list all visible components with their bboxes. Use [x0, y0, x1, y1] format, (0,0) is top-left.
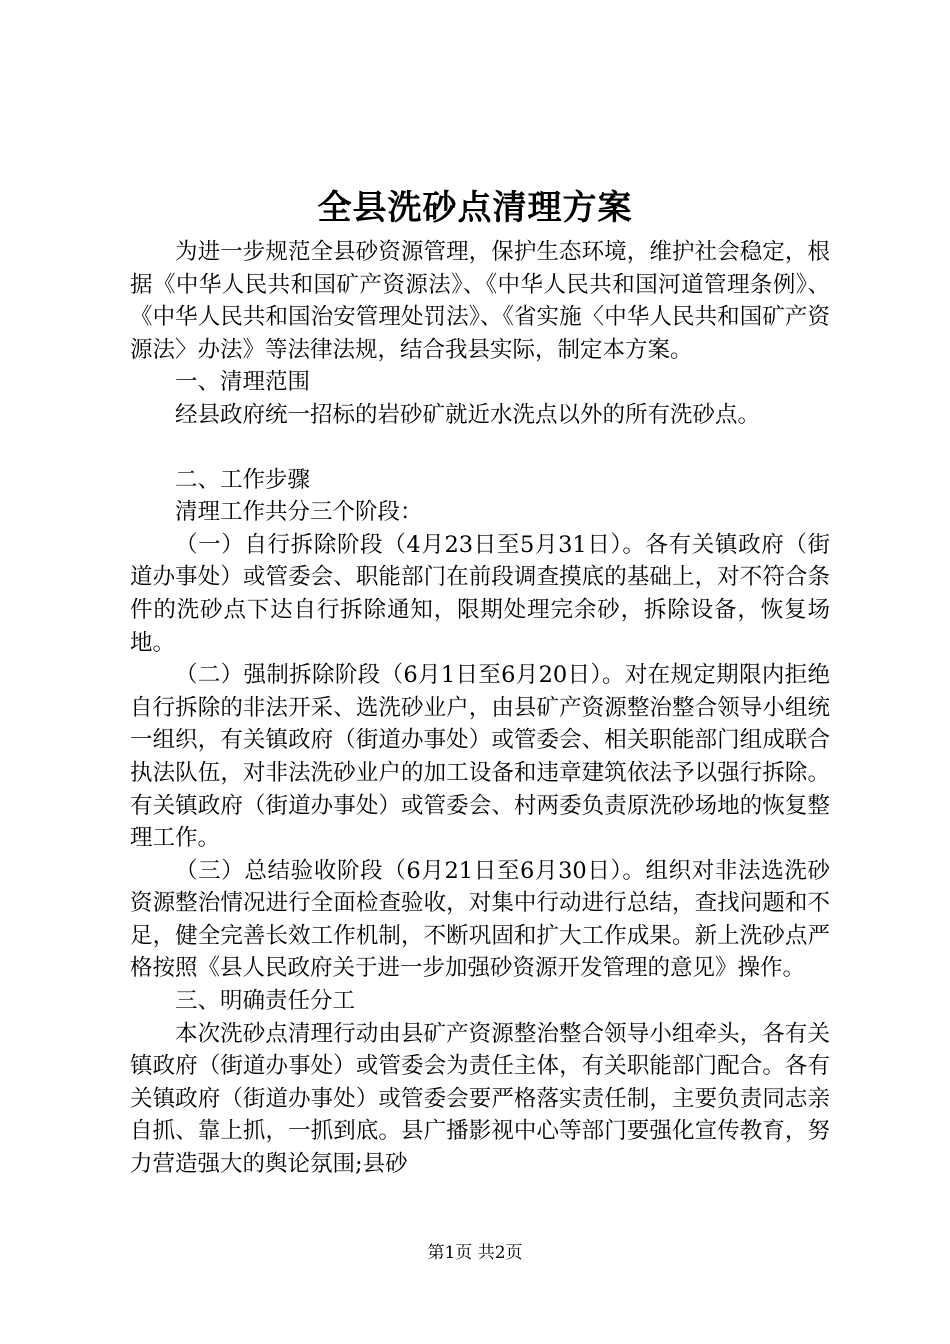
intro-paragraph: 为进一步规范全县砂资源管理，保护生态环境，维护社会稳定，根据《中华人民共和国矿产资源法》、《中华人民共和国河道管理条例》、《中华人民共和国治安管理处罚法》、《省实施〈中华人民共和国矿产资源法〉办法》等法律法规，结合我县实际，制定本方案。	[130, 239, 830, 363]
stage-two-paragraph: （二）强制拆除阶段（6月1日至6月20日）。对在规定期限内拒绝自行拆除的非法开采、选洗砂业户，由县矿产资源整治整合领导小组统一组织，有关镇政府（街道办事处）或管委会、相关职能部门组成联合执法队伍，对非法洗砂业户的加工设备和违章建筑依法予以强行拆除。有关镇政府（街道办事处）或管委会、村两委负责原洗砂场地的恢复整理工作。	[130, 662, 830, 852]
stage-three-paragraph: （三）总结验收阶段（6月21日至6月30日）。组织对非法选洗砂资源整治情况进行全面检查验收，对集中行动进行总结，查找问题和不足，健全完善长效工作机制，不断巩固和扩大工作成果。新上洗砂点严格按照《县人民政府关于进一步加强砂资源开发管理的意见》操作。	[130, 857, 830, 982]
section-heading-scope: 一、清理范围	[175, 369, 311, 396]
section-heading-steps: 二、工作步骤	[175, 466, 311, 493]
scope-paragraph: 经县政府统一招标的岩砂矿就近水洗点以外的所有洗砂点。	[175, 401, 761, 428]
section-heading-responsibility: 三、明确责任分工	[175, 988, 356, 1015]
responsibility-paragraph: 本次洗砂点清理行动由县矿产资源整治整合领导小组牵头，各有关镇政府（街道办事处）或管委会为责任主体，有关职能部门配合。各有关镇政府（街道办事处）或管委会要严格落实责任制，主要负责同志亲自抓、靠上抓，一抓到底。县广播影视中心等部门要强化宣传教育，努力营造强大的舆论氛围;县砂	[130, 1020, 830, 1178]
steps-intro-paragraph: 清理工作共分三个阶段：	[175, 499, 423, 526]
page-footer: 第1页 共2页	[427, 1243, 523, 1263]
paragraph-gap	[130, 432, 830, 464]
document-body	[130, 236, 830, 1181]
stage-one-paragraph: （一）自行拆除阶段（4月23日至5月31日）。各有关镇政府（街道办事处）或管委会、职能部门在前段调查摸底的基础上，对不符合条件的洗砂点下达自行拆除通知，限期处理完余砂，拆除设备，恢复场地。	[130, 531, 830, 656]
document-title: 全县洗砂点清理方案	[317, 188, 633, 228]
